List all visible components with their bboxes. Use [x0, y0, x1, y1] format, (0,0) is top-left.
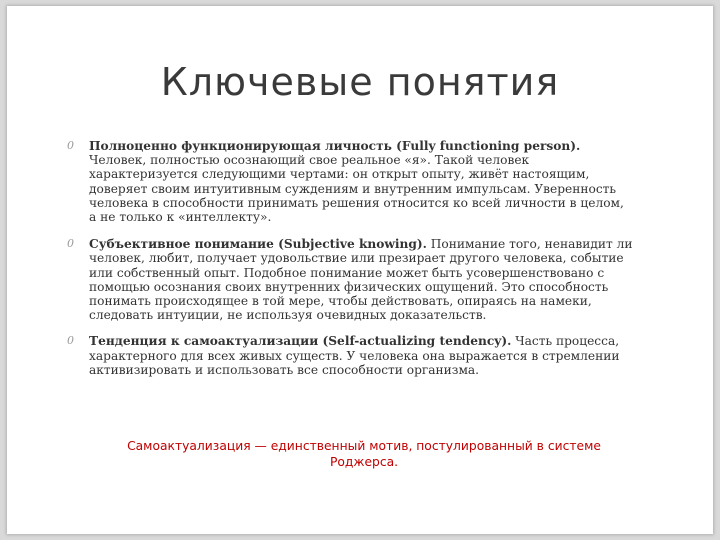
highlight-note: Самоактуализация — единственный мотив, постулированный в системе Роджерса. — [127, 439, 601, 469]
bullet-term: Полноценно функционирующая личность (Fully functioning person). — [89, 139, 581, 153]
bullet-term: Тенденция к самоактуализации (Self-actualizing tendency). — [89, 334, 512, 349]
bullet-text: Часть процесса, характерного для всех живых существ. У человека она выражается в стремлении активизировать и использовать все способности организма. — [89, 334, 620, 377]
bullet-marker: 0 — [67, 139, 74, 152]
bullet-marker: 0 — [67, 237, 74, 251]
slide-title: Ключевые понятия — [160, 60, 560, 104]
bullet-item — [64, 139, 634, 224]
bullet-marker: 0 — [67, 334, 74, 348]
bullet-item — [64, 237, 634, 322]
bullet-item — [64, 334, 634, 377]
bullet-text: Понимание того, ненавидит ли человек, любит, получает удовольствие или презирает другого человека, событие или собственный опыт. Подобное понимание может быть усовершенствовано с помощью осознания своих внутренних физических ощущений. Это способность понимать происходящее в той мере, чтобы действовать, опираясь на намеки, следовать интуиции, не используя очевидных доказательств. — [89, 237, 633, 323]
slide — [7, 6, 713, 534]
bullet-text: Человек, полностью осознающий свое реальное «я». Такой человек характеризуется следующими чертами: он открыт опыту, живёт настоящим, доверяет своим интуитивным суждениям и внутренним импульсам. Уверенность человека в способности принимать решения относится ко всей личности в целом, а не только к «интеллекту». — [89, 153, 624, 225]
bullet-list — [64, 139, 634, 390]
bullet-term: Субъективное понимание (Subjective knowing). — [89, 237, 427, 252]
